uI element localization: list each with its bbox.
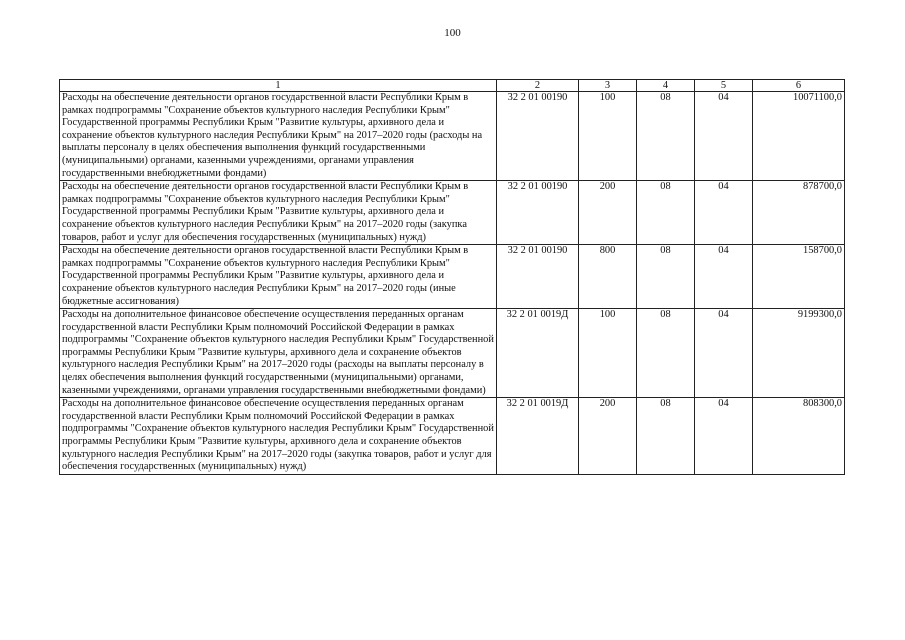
table-row <box>60 181 845 245</box>
table-row <box>60 398 845 475</box>
budget-table <box>59 79 845 475</box>
row-amount: 9199300,0 <box>753 309 845 398</box>
column-header-3: 3 <box>579 80 637 92</box>
row-col4-value: 08 <box>637 245 695 309</box>
column-header-description: 1 <box>60 80 497 92</box>
row-target-code: 32 2 01 0019Д <box>497 398 579 475</box>
column-header-5: 5 <box>695 80 753 92</box>
row-amount: 878700,0 <box>753 181 845 245</box>
row-amount: 808300,0 <box>753 398 845 475</box>
row-col5-value: 04 <box>695 245 753 309</box>
row-target-code: 32 2 01 00190 <box>497 245 579 309</box>
row-target-code: 32 2 01 00190 <box>497 181 579 245</box>
row-description: Расходы на обеспечение деятельности органов государственной власти Республики Крым в рамках подпрограммы "Сохранение объектов культурного наследия Республики Крым" Государственной программы Республики Крым "Развитие культуры, архивного дела и сохранение объектов культурного наследия Республики Крым" на 2017–2020 годы (расходы на выплаты персоналу в целях обеспечения выполнения функций государственными (муниципальными) органами, казенными учреждениями, органами управления государственными внебюджетными фондами) <box>60 92 497 181</box>
table-header-row <box>60 80 845 92</box>
row-target-code: 32 2 01 00190 <box>497 92 579 181</box>
row-col4-value: 08 <box>637 92 695 181</box>
row-description: Расходы на дополнительное финансовое обеспечение осуществления переданных органам государственной власти Республики Крым полномочий Российской Федерации в рамках подпрограммы "Сохранение объектов культурного наследия Республики Крым" Государственной программы Республики Крым "Развитие культуры, архивного дела и сохранение объектов культурного наследия Республики Крым" на 2017–2020 годы (расходы на выплаты персоналу в целях обеспечения выполнения функций государственными (муниципальными) органами, казенными учреждениями, органами управления государственными внебюджетными фондами) <box>60 309 497 398</box>
column-header-4: 4 <box>637 80 695 92</box>
row-col5-value: 04 <box>695 309 753 398</box>
row-col3-value: 200 <box>579 398 637 475</box>
row-col5-value: 04 <box>695 181 753 245</box>
row-target-code: 32 2 01 0019Д <box>497 309 579 398</box>
row-col4-value: 08 <box>637 309 695 398</box>
row-col5-value: 04 <box>695 398 753 475</box>
row-col4-value: 08 <box>637 181 695 245</box>
page-number: 100 <box>444 27 461 39</box>
table-row <box>60 92 845 181</box>
row-col4-value: 08 <box>637 398 695 475</box>
table-row <box>60 309 845 398</box>
row-description: Расходы на дополнительное финансовое обеспечение осуществления переданных органам государственной власти Республики Крым полномочий Российской Федерации в рамках подпрограммы "Сохранение объектов культурного наследия Республики Крым" Государственной программы Республики Крым "Развитие культуры, архивного дела и сохранение объектов культурного наследия Республики Крым" на 2017–2020 годы (закупка товаров, работ и услуг для обеспечения государственных (муниципальных) нужд) <box>60 398 497 475</box>
row-amount: 158700,0 <box>753 245 845 309</box>
row-col3-value: 100 <box>579 309 637 398</box>
row-col3-value: 200 <box>579 181 637 245</box>
column-header-amount: 6 <box>753 80 845 92</box>
row-description: Расходы на обеспечение деятельности органов государственной власти Республики Крым в рамках подпрограммы "Сохранение объектов культурного наследия Республики Крым" Государственной программы Республики Крым "Развитие культуры, архивного дела и сохранение объектов культурного наследия Республики Крым" на 2017–2020 годы (закупка товаров, работ и услуг для обеспечения государственных (муниципальных) нужд) <box>60 181 497 245</box>
row-col3-value: 800 <box>579 245 637 309</box>
row-description: Расходы на обеспечение деятельности органов государственной власти Республики Крым в рамках подпрограммы "Сохранение объектов культурного наследия Республики Крым" Государственной программы Республики Крым "Развитие культуры, архивного дела и сохранение объектов культурного наследия Республики Крым" на 2017–2020 годы (иные бюджетные ассигнования) <box>60 245 497 309</box>
row-col3-value: 100 <box>579 92 637 181</box>
row-col5-value: 04 <box>695 92 753 181</box>
column-header-code: 2 <box>497 80 579 92</box>
row-amount: 10071100,0 <box>753 92 845 181</box>
table-row <box>60 245 845 309</box>
